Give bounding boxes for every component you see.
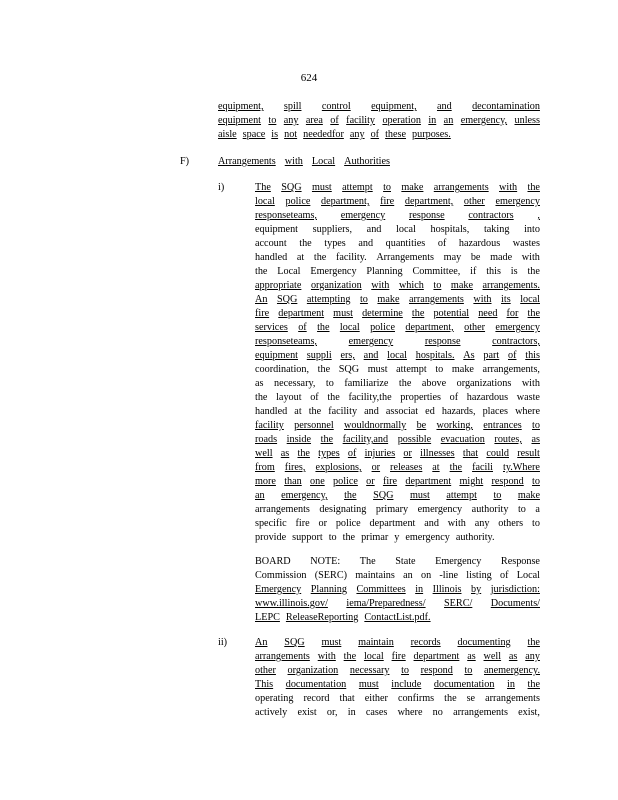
text-line: local police department, fire department, other emergency bbox=[255, 196, 540, 207]
text-line: other organization necessary to respond to anemergency. bbox=[255, 665, 540, 676]
text-line: responseteams, emergency response contractors , bbox=[255, 210, 540, 221]
text-line: the Local Emergency Planning Committee, if this is the bbox=[255, 266, 540, 277]
text-line: appropriate organization with which to make arrangements. bbox=[255, 280, 540, 291]
text-line: operating record that either confirms the se arrangements bbox=[255, 693, 540, 704]
text-line: aisle space is not neededfor any of these purposes. bbox=[218, 129, 451, 140]
item-i-paragraph bbox=[255, 181, 540, 545]
text-line: responseteams, emergency response contractors, bbox=[255, 336, 540, 347]
text-line: well as the types of injuries or illnesses that could result bbox=[255, 448, 540, 459]
text-line: an emergency, the SQG must attempt to make bbox=[255, 490, 540, 501]
text-line: coordination, the SQG must attempt to make arrangements, bbox=[255, 364, 540, 375]
text-line: LEPC ReleaseReporting ContactList.pdf. bbox=[255, 612, 431, 623]
continued-paragraph bbox=[218, 100, 540, 142]
text-line: equipment suppliers, and local hospitals, taking into bbox=[255, 224, 540, 235]
text-line: services of the local police department, other emergency bbox=[255, 322, 540, 333]
text-line: Emergency Planning Committees in Illinois by jurisdiction: bbox=[255, 584, 540, 595]
text-line: fire department must determine the potential need for the bbox=[255, 308, 540, 319]
text-line: facility personnel wouldnormally be working, entrances to bbox=[255, 420, 540, 431]
text-line: An SQG must maintain records documenting the bbox=[255, 637, 540, 648]
section-f-heading: Arrangements with Local Authorities bbox=[218, 156, 390, 167]
text-line: www.illinois.gov/ iema/Preparedness/ SERC/ Documents/ bbox=[255, 598, 540, 609]
text-line: handled at the facility. Arrangements may be made with bbox=[255, 252, 540, 263]
text-line: BOARD NOTE: The State Emergency Response bbox=[255, 556, 540, 567]
text-line: equipment suppli ers, and local hospitals. As part of this bbox=[255, 350, 540, 361]
text-line: arrangements designating primary emergency authority to a bbox=[255, 504, 540, 515]
page-number: 624 bbox=[300, 72, 318, 84]
board-note bbox=[255, 555, 540, 625]
text-line: actively exist or, in cases where no arrangements exist, bbox=[255, 707, 540, 718]
text-line: provide support to the primar y emergency authority. bbox=[255, 532, 495, 543]
text-line: from fires, explosions, or releases at the facili ty.Where bbox=[255, 462, 540, 473]
text-line: account the types and quantities of hazardous wastes bbox=[255, 238, 540, 249]
text-line: An SQG attempting to make arrangements with its local bbox=[255, 294, 540, 305]
text-line: roads inside the facility,and possible evacuation routes, as bbox=[255, 434, 540, 445]
section-f-marker: F) bbox=[180, 156, 190, 167]
text-line: handled at the facility and associat ed hazards, places where bbox=[255, 406, 540, 417]
text-line: The SQG must attempt to make arrangements with the bbox=[255, 182, 540, 193]
item-ii-paragraph bbox=[255, 636, 540, 720]
text-line: Commission (SERC) maintains an on -line listing of Local bbox=[255, 570, 540, 581]
text-line: as necessary, to familiarize the above organizations with bbox=[255, 378, 540, 389]
text-line: arrangements with the local fire department as well as any bbox=[255, 651, 540, 662]
item-ii-marker: ii) bbox=[218, 637, 228, 648]
text-line: specific fire or police department and with any others to bbox=[255, 518, 540, 529]
text-line: more than one police or fire department might respond to bbox=[255, 476, 540, 487]
text-line: equipment, spill control equipment, and decontamination bbox=[218, 101, 540, 112]
text-line: equipment to any area of facility operation in an emergency, unless bbox=[218, 115, 540, 126]
text-line: This documentation must include documentation in the bbox=[255, 679, 540, 690]
item-i-marker: i) bbox=[218, 182, 225, 193]
text-line: the layout of the facility,the properties of hazardous waste bbox=[255, 392, 540, 403]
